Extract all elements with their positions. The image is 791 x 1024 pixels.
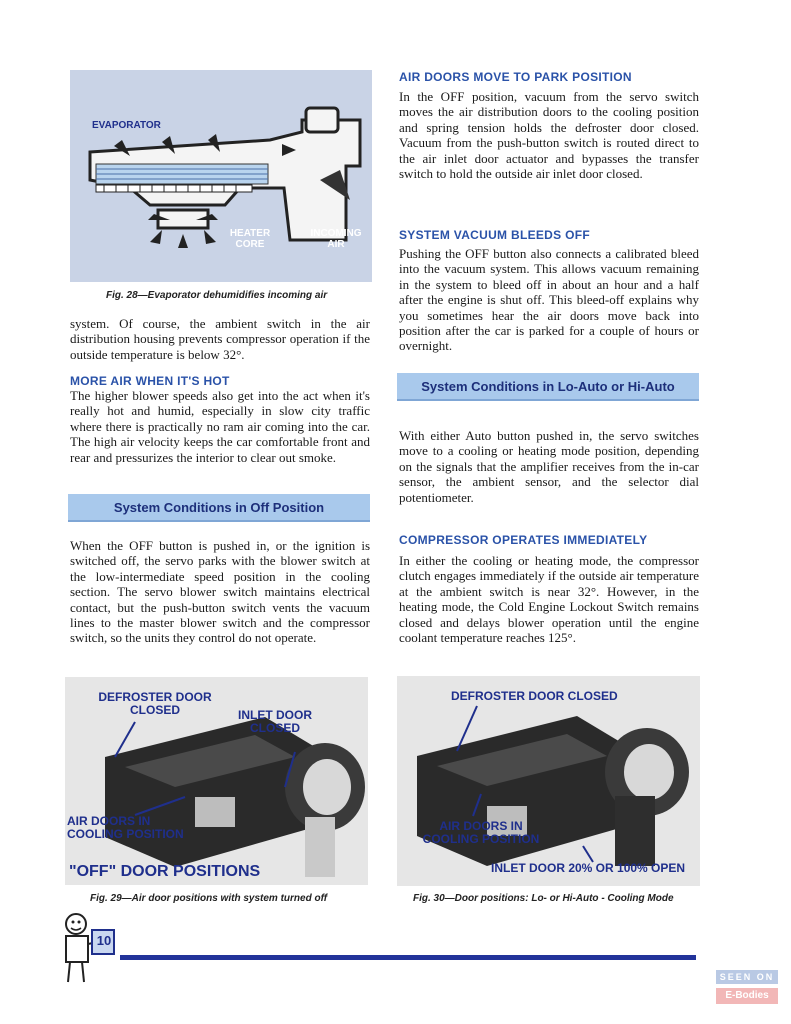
mascot-icon — [58, 912, 118, 990]
fig30-inlet-label: INLET DOOR 20% OR 100% OPEN — [491, 861, 686, 875]
air-door-assembly-art-2 — [397, 676, 700, 886]
fig29-inlet-label: INLET DOOR CLOSED — [238, 708, 312, 736]
right-heading-vacuum: SYSTEM VACUUM BLEEDS OFF — [399, 228, 590, 242]
right-para-1: In the OFF position, vacuum from the servo switch moves the air distribution doors to the cooling position and spring tension holds the defroster door closed. Vacuum from the push-button switch is routed direct to the air inlet door actuator and bypasses the transfer switch to hold the outside air inlet door closed. — [399, 89, 699, 182]
watermark-badge — [716, 970, 778, 1008]
fig30-photo — [397, 676, 700, 886]
banner-off-position: System Conditions in Off Position — [68, 494, 370, 522]
right-para-3: With either Auto button pushed in, the servo switches move to a cooling or heating mode position, depending on the signals that the amplifier receives from the in-car sensor, the ambient sensor, and the selector dial potentiometer. — [399, 428, 699, 505]
fig29-defroster-label: DEFROSTER DOOR CLOSED — [98, 690, 212, 718]
fig29-air-doors-label: AIR DOORS IN COOLING POSITION — [67, 814, 184, 842]
fig30-air-doors-label: AIR DOORS IN COOLING POSITION — [422, 819, 540, 847]
footer-rule — [120, 955, 696, 960]
fig28-diagram — [70, 70, 372, 282]
mascot-figure — [58, 912, 118, 990]
right-para-2: Pushing the OFF button also connects a calibrated bleed into the vacuum system. This allows vacuum remaining in the system to bleed off in about an hour and a half after the engine is shut off. This bleed-off explains why you sometimes hear the air doors move back into position after the car is parked for a couple of hours or overnight. — [399, 246, 699, 354]
incoming-air-label: INCOMING AIR — [310, 228, 362, 250]
watermark-line-2: E-Bodies — [716, 988, 778, 1004]
right-para-4: In either the cooling or heating mode, the compressor clutch engages immediately if the outside air temperature at the ambient switch is near 32°. However, in the heating mode, the Cold Engine Lockout Switch remains closed and delays blower operation until the engine coolant temperature reaches 125°. — [399, 553, 699, 646]
evaporator-diagram-art — [70, 70, 372, 282]
left-para-3: When the OFF button is pushed in, or the ignition is switched off, the servo parks with the blower switch at the low-intermediate speed position in the cooling section. The servo blower switch maintains electrical contact, but the push-button switch vents the vacuum lines to the master blower switch and the compressor switch, so the units they control do not operate. — [70, 538, 370, 646]
left-heading-more-air: MORE AIR WHEN IT'S HOT — [70, 374, 230, 388]
evaporator-label: EVAPORATOR — [92, 120, 161, 131]
fig30-caption: Fig. 30—Door positions: Lo- or Hi-Auto - Cooling Mode — [413, 893, 674, 904]
fig28-caption: Fig. 28—Evaporator dehumidifies incoming air — [106, 290, 328, 301]
heater-core-label: HEATER CORE — [229, 228, 271, 250]
right-heading-air-doors: AIR DOORS MOVE TO PARK POSITION — [399, 70, 632, 84]
fig29-photo — [65, 677, 368, 885]
fig29-caption: Fig. 29—Air door positions with system turned off — [90, 893, 328, 904]
watermark-line-1: SEEN ON — [716, 970, 778, 984]
page-number: 10 — [96, 933, 112, 948]
left-para-2: The higher blower speeds also get into the act when it's really hot and humid, especially in slow city traffic where there is practically no ram air coming into the car. The high air velocity keeps the car comfortable front and rear and pressurizes the interior to clear out smoke. — [70, 388, 370, 465]
fig30-defroster-label: DEFROSTER DOOR CLOSED — [451, 689, 618, 703]
fig29-off-positions-label: "OFF" DOOR POSITIONS — [69, 863, 261, 880]
left-para-1: system. Of course, the ambient switch in the air distribution housing prevents compressor operation if the outside temperature is below 32°. — [70, 316, 370, 362]
right-heading-compressor: COMPRESSOR OPERATES IMMEDIATELY — [399, 533, 648, 547]
banner-auto-position: System Conditions in Lo-Auto or Hi-Auto — [397, 373, 699, 401]
